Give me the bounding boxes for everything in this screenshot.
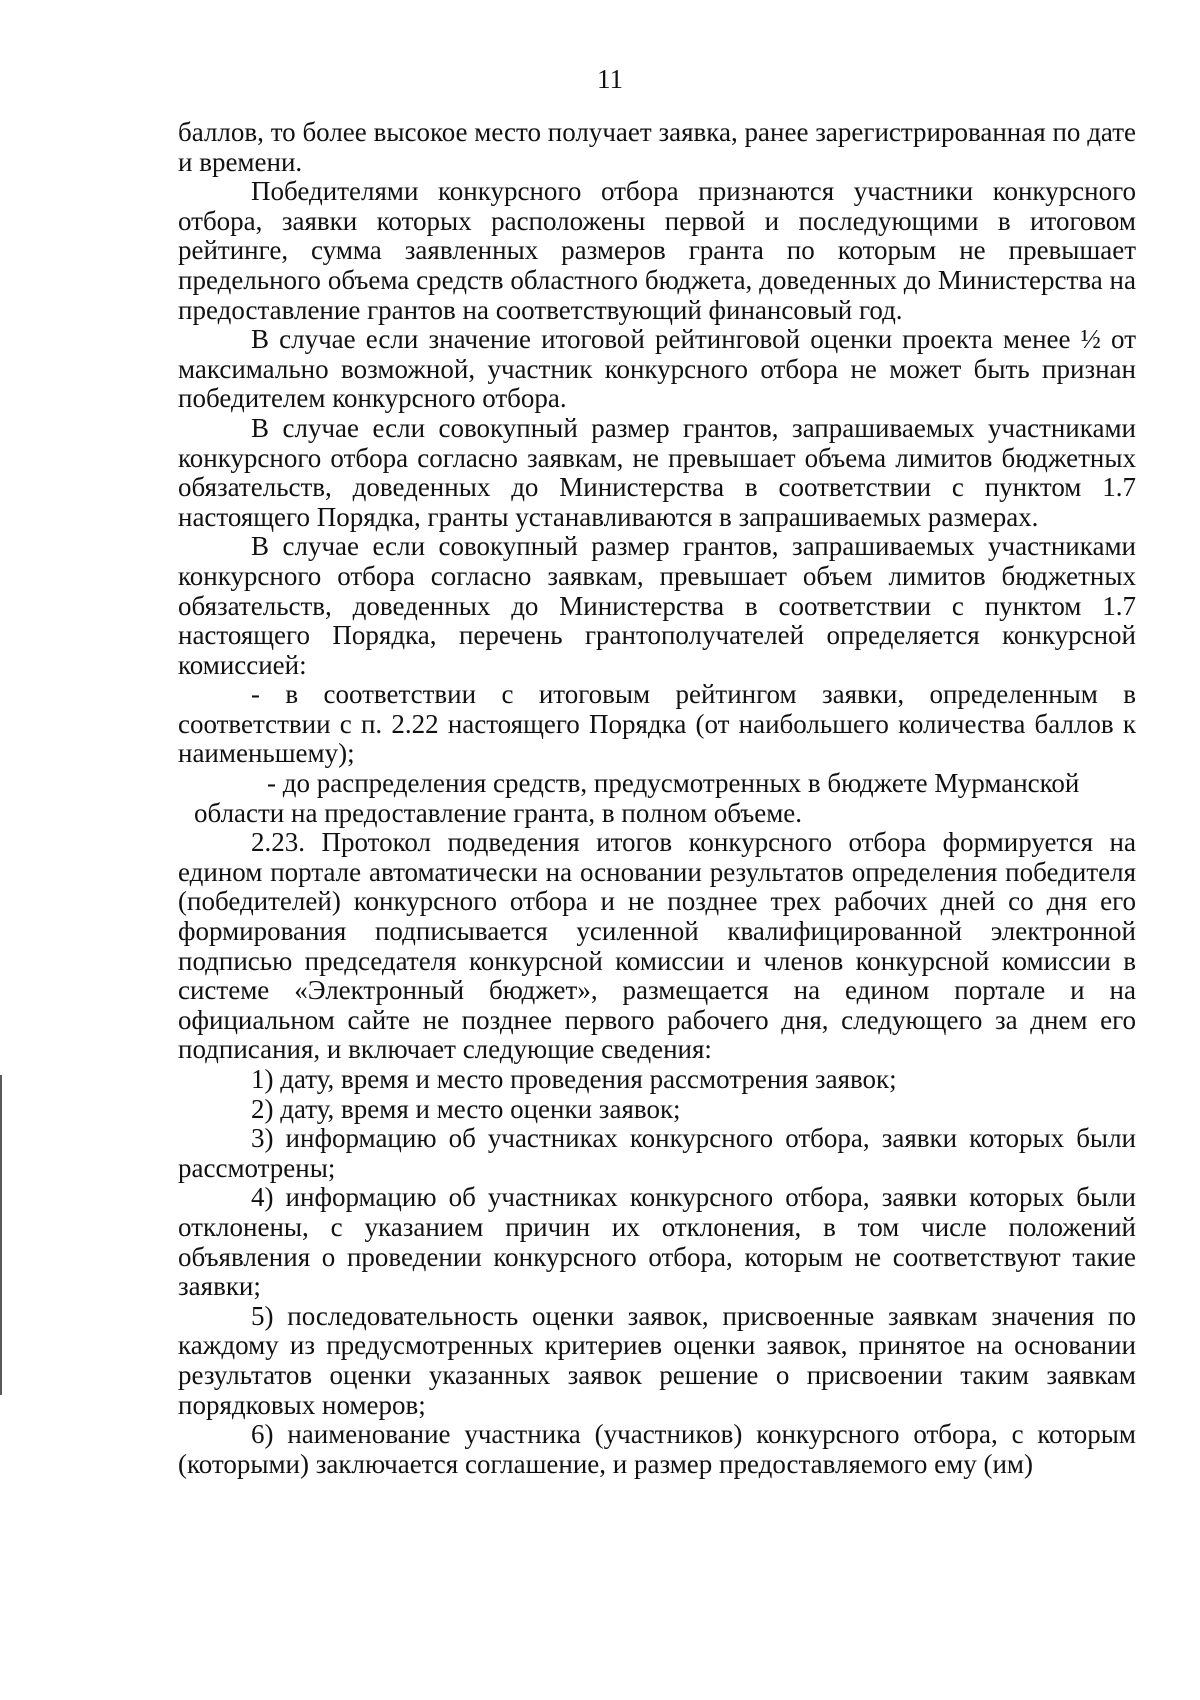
paragraph-winners: Победителями конкурсного отбора признаются участники конкурсного отбора, заявки которых расположены первой и последующими в итоговом рейтинге, сумма заявленных размеров гранта по которым не превышает предельного объема средств областного бюджета, доведенных до Министерства на предоставление грантов на соответствующий финансовый год. xyxy=(178,176,1136,325)
list-item-6: 6) наименование участника (участников) конкурсного отбора, с которым (которыми) заключается соглашение, и размер предоставляемого ему (им) xyxy=(178,1419,1136,1479)
list-item-4: 4) информацию об участниках конкурсного отбора, заявки которых были отклонены, с указанием причин их отклонения, в том числе положений объявления о проведении конкурсного отбора, которым не соответствуют такие заявки; xyxy=(178,1182,1136,1302)
scan-edge-artifact xyxy=(0,1075,2,1395)
paragraph-half-score: В случае если значение итоговой рейтинговой оценки проекта менее ½ от максимально возможной, участник конкурсного отбора не может быть признан победителем конкурсного отбора. xyxy=(178,324,1136,414)
list-item-3: 3) информацию об участниках конкурсного отбора, заявки которых были рассмотрены; xyxy=(178,1123,1136,1183)
list-item-1: 1) дату, время и место проведения рассмотрения заявок; xyxy=(251,1064,897,1094)
list-item-rating: - в соответствии с итоговым рейтингом заявки, определенным в соответствии с п. 2.22 настоящего Порядка (от наибольшего количества баллов к наименьшему); xyxy=(178,679,1136,769)
paragraph-protocol: 2.23. Протокол подведения итогов конкурсного отбора формируется на едином портале автоматически на основании результатов определения победителя (победителей) конкурсного отбора и не позднее трех рабочих дней со дня его формирования подписывается усиленной квалифицированной электронной подписью председателя конкурсной комиссии и членов конкурсной комиссии в системе «Электронный бюджет», размещается на едином портале и на официальном сайте не позднее первого рабочего дня, следующего за днем его подписания, и включает следующие сведения: xyxy=(178,827,1136,1065)
document-body xyxy=(178,118,1136,1479)
paragraph-exceeds-limits: В случае если совокупный размер грантов, запрашиваемых участниками конкурсного отбора согласно заявкам, превышает объем лимитов бюджетных обязательств, доведенных до Министерства в соответствии с пунктом 1.7 настоящего Порядка, перечень грантополучателей определяется конкурсной комиссией: xyxy=(178,531,1136,680)
list-item-2: 2) дату, время и место оценки заявок; xyxy=(251,1093,681,1124)
list-item-distribution: - до распределения средств, предусмотренных в бюджете Мурманской области на предоставление гранта, в полном объеме. xyxy=(194,768,1080,828)
page-number: 11 xyxy=(597,64,623,94)
paragraph-within-limits: В случае если совокупный размер грантов, запрашиваемых участниками конкурсного отбора согласно заявкам, не превышает объема лимитов бюджетных обязательств, доведенных до Министерства в соответствии с пунктом 1.7 настоящего Порядка, гранты устанавливаются в запрашиваемых размерах. xyxy=(178,412,1136,532)
list-item-5: 5) последовательность оценки заявок, присвоенные заявкам значения по каждому из предусмотренных критериев оценки заявок, принятое на основании результатов оценки указанных заявок решение о присвоении таким заявкам порядковых номеров; xyxy=(178,1300,1136,1420)
paragraph-continuation: баллов, то более высокое место получает заявка, ранее зарегистрированная по дате и времени. xyxy=(178,117,1136,177)
